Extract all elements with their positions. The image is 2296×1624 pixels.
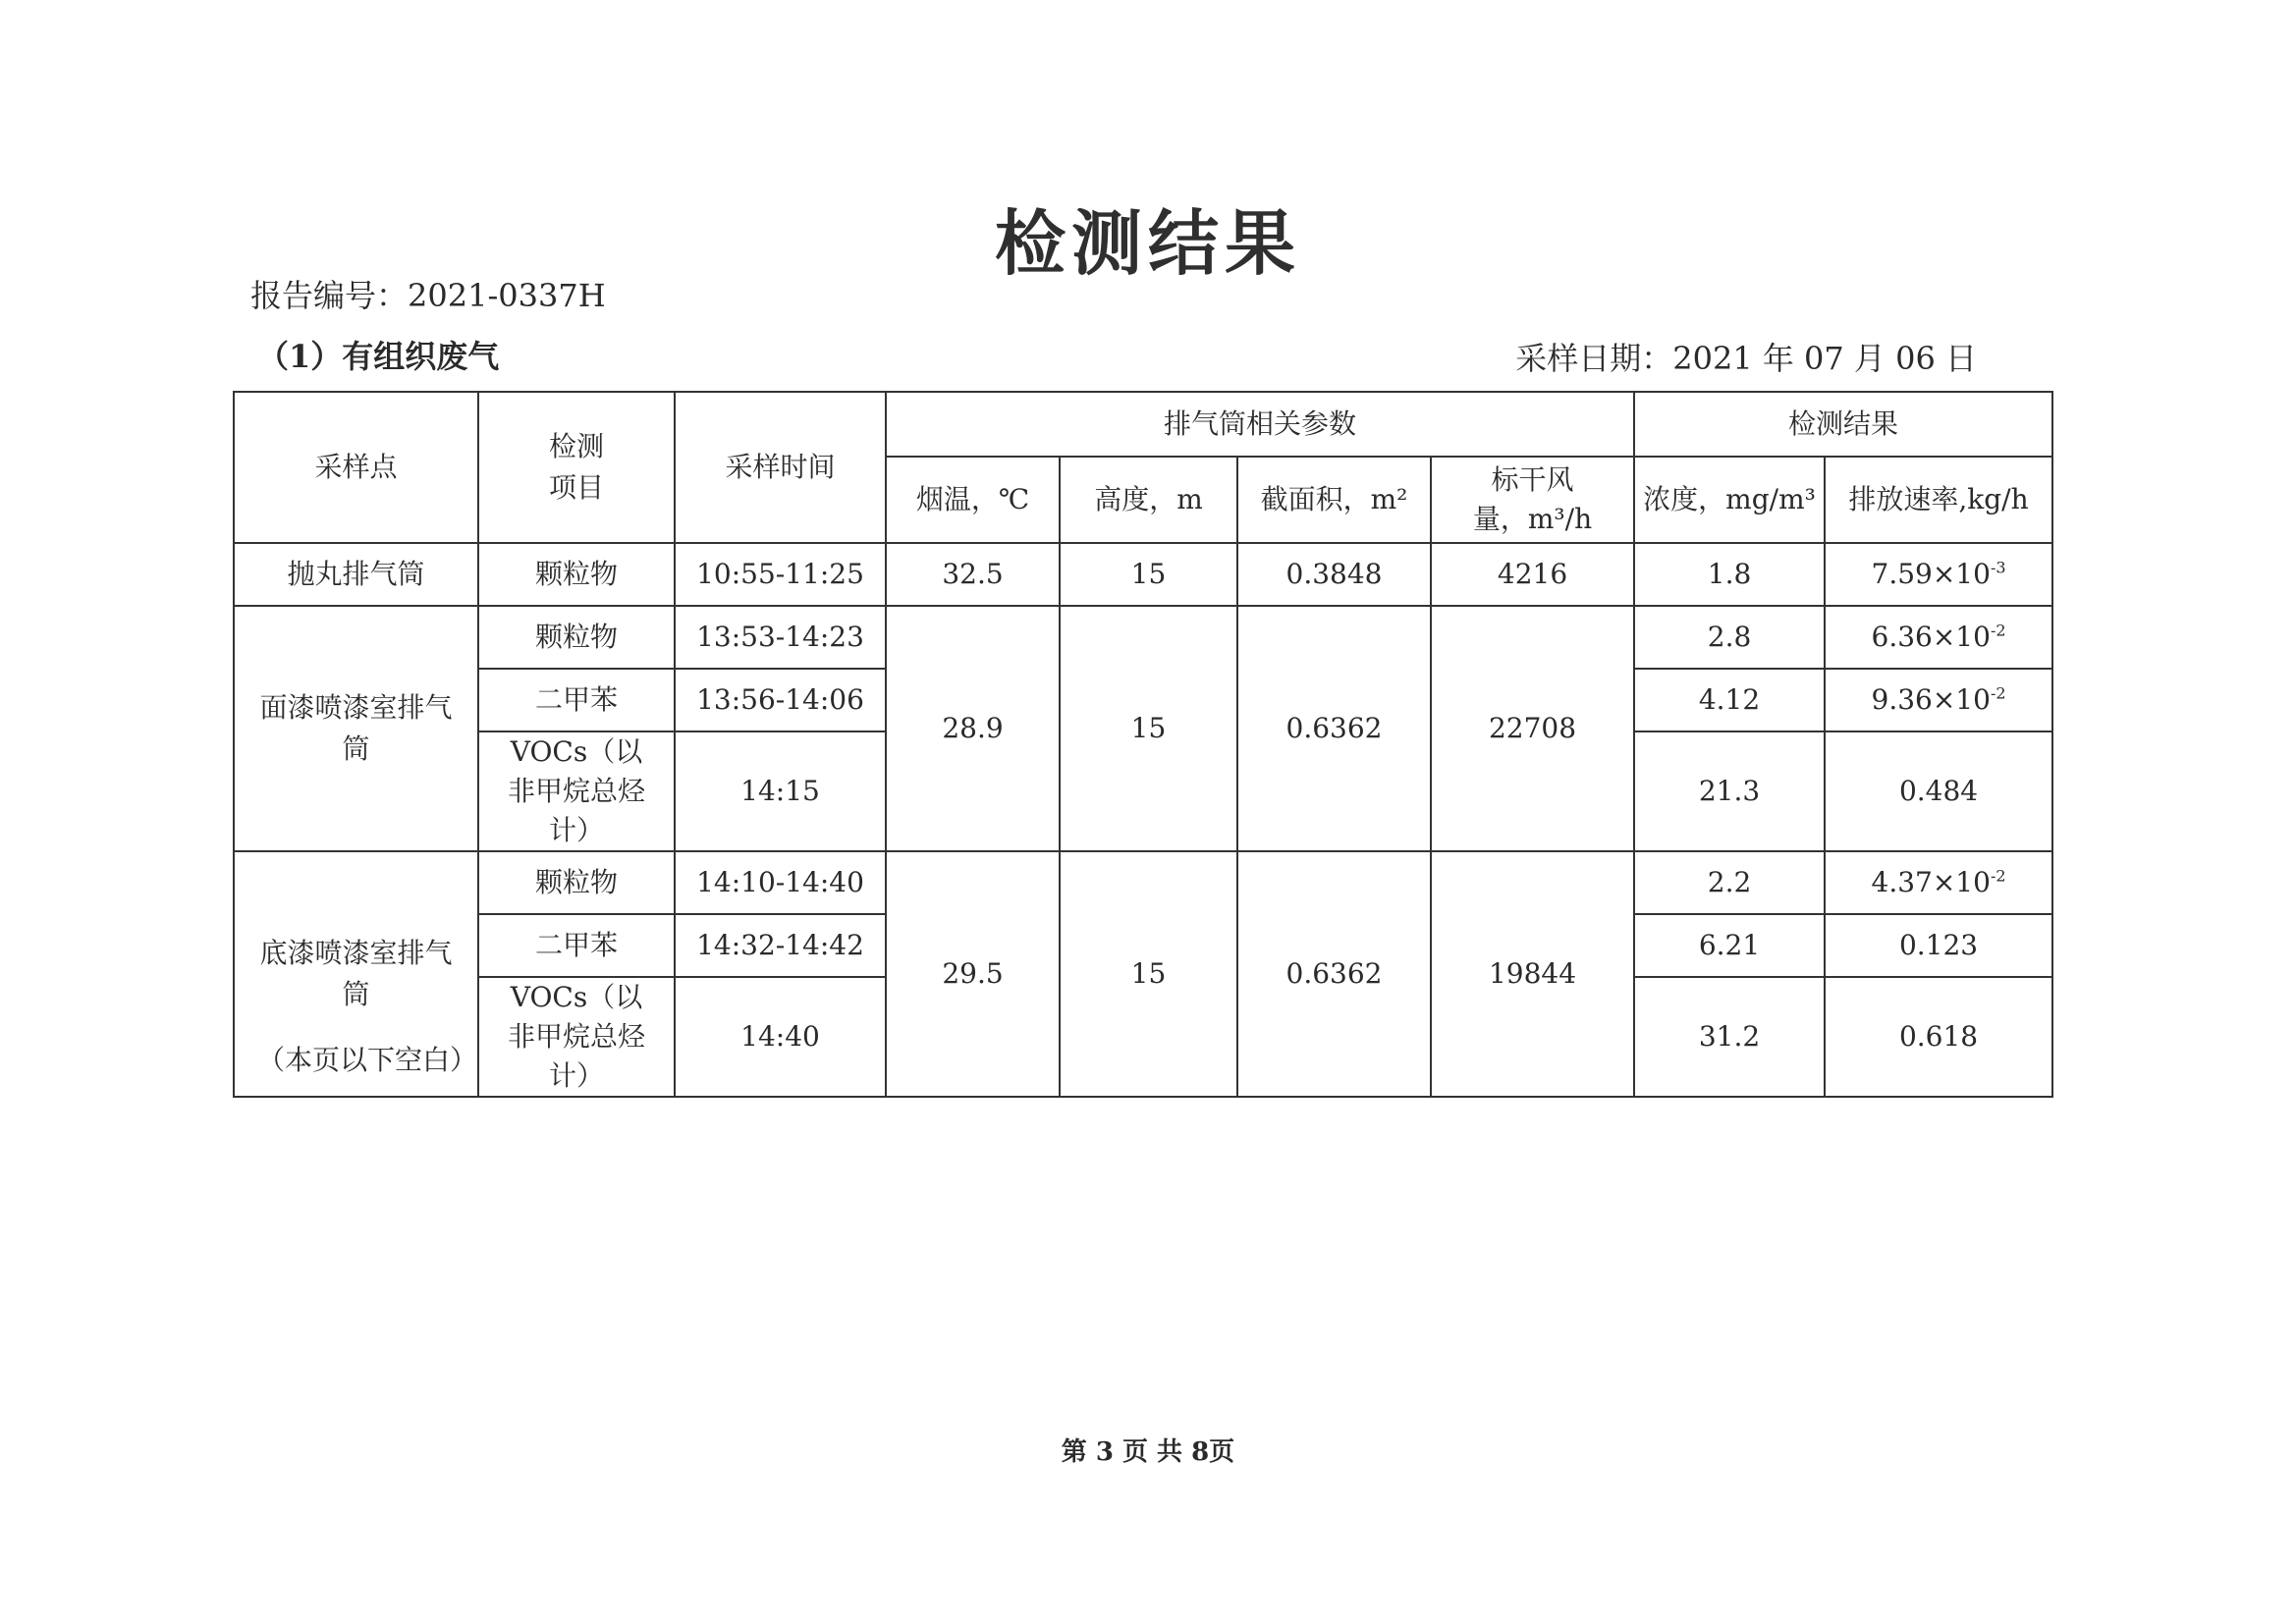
sampling-point-label: 面漆喷漆室排气筒 bbox=[259, 691, 453, 765]
emission-rate-exponent: -2 bbox=[1990, 866, 2006, 886]
header-cross-area: 截面积，m² bbox=[1237, 457, 1431, 543]
test-item bbox=[478, 731, 675, 851]
header-stack-params: 排气筒相关参数 bbox=[886, 392, 1634, 457]
cross-area: 0.3848 bbox=[1237, 543, 1431, 606]
concentration: 4.12 bbox=[1634, 669, 1825, 731]
header-height: 高度，m bbox=[1060, 457, 1237, 543]
flue-temp: 29.5 bbox=[886, 851, 1060, 1097]
test-item bbox=[478, 977, 675, 1097]
flow-rate: 22708 bbox=[1431, 606, 1634, 851]
header-emission-rate: 排放速率,kg/h bbox=[1825, 457, 2052, 543]
sampling-point: 抛丸排气筒 bbox=[234, 543, 478, 606]
sampling-time: 14:10-14:40 bbox=[675, 851, 886, 914]
emission-rate bbox=[1825, 851, 2052, 914]
stack-height: 15 bbox=[1060, 606, 1237, 851]
page-number-footer: 第 3 页 共 8页 bbox=[1061, 1437, 1235, 1467]
sampling-time: 10:55-11:25 bbox=[675, 543, 886, 606]
emission-rate-mantissa: 9.36×10 bbox=[1871, 683, 1991, 716]
sampling-time: 14:40 bbox=[675, 977, 886, 1097]
sampling-time: 14:32-14:42 bbox=[675, 914, 886, 977]
emission-rate bbox=[1825, 543, 2052, 606]
emission-rate bbox=[1825, 669, 2052, 731]
header-sampling-point: 采样点 bbox=[234, 392, 478, 543]
flow-rate: 19844 bbox=[1431, 851, 1634, 1097]
header-flue-temp: 烟温，℃ bbox=[886, 457, 1060, 543]
test-item-label: VOCs（以非甲烷总烃计） bbox=[507, 981, 645, 1092]
emission-rate-mantissa: 6.36×10 bbox=[1871, 621, 1991, 653]
stack-height: 15 bbox=[1060, 851, 1237, 1097]
concentration: 2.8 bbox=[1634, 606, 1825, 669]
test-item: 颗粒物 bbox=[478, 543, 675, 606]
sampling-time: 13:53-14:23 bbox=[675, 606, 886, 669]
emission-rate-exponent: -2 bbox=[1990, 621, 2006, 640]
sampling-time: 13:56-14:06 bbox=[675, 669, 886, 731]
header-test-item bbox=[478, 392, 675, 543]
section-title: （1）有组织废气 bbox=[257, 338, 500, 375]
stack-height: 15 bbox=[1060, 543, 1237, 606]
concentration: 2.2 bbox=[1634, 851, 1825, 914]
concentration: 21.3 bbox=[1634, 731, 1825, 851]
emission-rate: 0.484 bbox=[1825, 731, 2052, 851]
flue-temp: 28.9 bbox=[886, 606, 1060, 851]
header-test-item-label: 检测项目 bbox=[548, 430, 604, 504]
emission-rate bbox=[1825, 606, 2052, 669]
sampling-point bbox=[234, 606, 478, 851]
concentration: 6.21 bbox=[1634, 914, 1825, 977]
flow-rate: 4216 bbox=[1431, 543, 1634, 606]
page-title: 检测结果 bbox=[994, 201, 1301, 285]
header-flow-rate-label: 标干风量，m³/h bbox=[1472, 463, 1593, 535]
emission-rate: 0.123 bbox=[1825, 914, 2052, 977]
emission-rate-exponent: -2 bbox=[1990, 683, 2006, 703]
test-item: 二甲苯 bbox=[478, 669, 675, 731]
table-row bbox=[234, 851, 2052, 914]
flue-temp: 32.5 bbox=[886, 543, 1060, 606]
test-item: 二甲苯 bbox=[478, 914, 675, 977]
header-concentration: 浓度，mg/m³ bbox=[1634, 457, 1825, 543]
sampling-time: 14:15 bbox=[675, 731, 886, 851]
table-row bbox=[234, 543, 2052, 606]
header-flow-rate bbox=[1431, 457, 1634, 543]
header-test-results: 检测结果 bbox=[1634, 392, 2052, 457]
blank-page-note: （本页以下空白） bbox=[257, 1044, 478, 1076]
test-item-label: VOCs（以非甲烷总烃计） bbox=[507, 735, 645, 846]
cross-area: 0.6362 bbox=[1237, 851, 1431, 1097]
table-row bbox=[234, 606, 2052, 669]
test-item: 颗粒物 bbox=[478, 851, 675, 914]
sampling-point-label: 底漆喷漆室排气筒 bbox=[259, 937, 453, 1010]
concentration: 31.2 bbox=[1634, 977, 1825, 1097]
header-sampling-time: 采样时间 bbox=[675, 392, 886, 543]
results-table bbox=[233, 391, 2053, 1098]
sampling-date: 采样日期：2021 年 07 月 06 日 bbox=[1515, 340, 1977, 377]
cross-area: 0.6362 bbox=[1237, 606, 1431, 851]
emission-rate-mantissa: 7.59×10 bbox=[1871, 558, 1991, 590]
report-number: 报告编号：2021-0337H bbox=[250, 277, 606, 314]
emission-rate-mantissa: 4.37×10 bbox=[1871, 866, 1991, 898]
emission-rate-exponent: -3 bbox=[1990, 558, 2006, 577]
concentration: 1.8 bbox=[1634, 543, 1825, 606]
test-item: 颗粒物 bbox=[478, 606, 675, 669]
emission-rate: 0.618 bbox=[1825, 977, 2052, 1097]
